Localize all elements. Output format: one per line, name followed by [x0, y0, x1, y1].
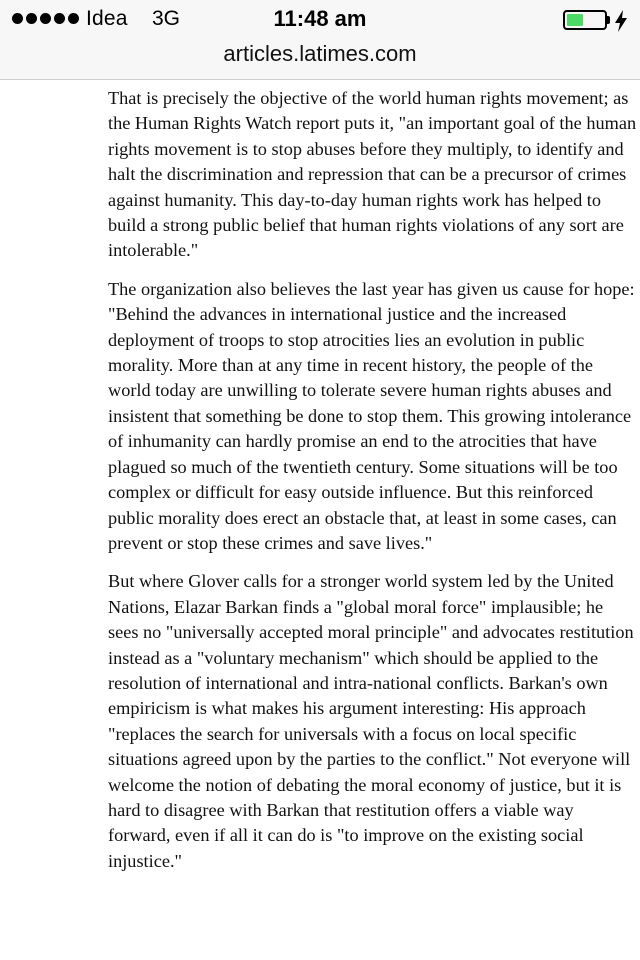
battery-level-fill — [567, 14, 583, 26]
address-bar-url[interactable]: articles.latimes.com — [223, 41, 417, 66]
article-paragraph: That is precisely the objective of the world human rights movement; as the Human Rights Watch report puts it, "an important goal of the human rights movement is to stop abuses before they multiply, to identify and halt the discrimination and repression that can be a precursor of crimes against humanity. This day-to-day human rights work has helped to build a strong public belief that human rights violations of any sort are intolerable." — [108, 88, 637, 261]
browser-top-bar — [0, 0, 640, 80]
article-body — [108, 86, 638, 887]
carrier-name: Idea — [86, 7, 128, 30]
battery-terminal — [607, 16, 610, 24]
network-type: 3G — [152, 7, 181, 30]
article-paragraph: The organization also believes the last year has given us cause for hope: "Behind the advances in international justice and the increased deployment of troops to stop atrocities lies an evolution in public morality. More than at any time in recent history, the people of the world today are unwilling to tolerate severe human rights abuses and insistent that something be done to stop them. This growing intolerance of inhumanity can hardly promise an end to the atrocities that have plagued so much of the twentieth century. Some situations will be too complex or difficult for easy outside influence. But this reinforced public morality does erect an obstacle that, at least in some cases, can prevent or stop these crimes and save lives." — [108, 278, 635, 553]
status-time: 11:48 am — [273, 6, 367, 31]
battery-icon — [563, 10, 607, 30]
status-bar — [0, 0, 640, 40]
charging-bolt-icon — [614, 10, 628, 32]
article-paragraph: But where Glover calls for a stronger world system led by the United Nations, Elazar Barkan finds a "global moral force" implausible; he sees no "universally accepted moral principle" and advocates restitution instead as a "voluntary mechanism" which should be applied to the resolution of international and intra-national conflicts. Barkan's own empiricism is what makes his argument interesting: His approach "replaces the search for universals with a focus on local specific situations agreed upon by the parties to the conflict." Not everyone will welcome the notion of debating the moral economy of justice, but it is hard to disagree with Barkan that restitution offers a viable way forward, even if all it can do is "to improve on the existing social injustice." — [108, 571, 634, 871]
